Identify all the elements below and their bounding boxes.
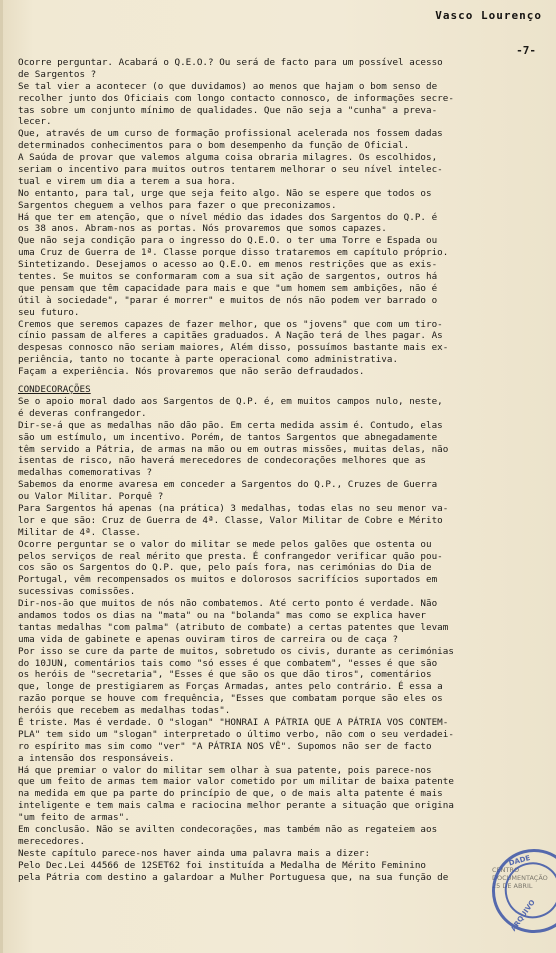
text-line: Ocorre perguntar. Acabará o Q.E.O.? Ou será de facto para um possível acesso xyxy=(18,57,443,68)
text-line: cínio passam de alferes a capitães graduados. A Nação terá de lhes pagar. As xyxy=(18,330,443,342)
text-line: Há que premiar o valor do militar sem olhar à sua patente, pois parece-nos xyxy=(18,764,432,776)
text-line: Pelo Dec.Lei 44566 de 12SET62 foi instituída a Medalha de Mérito Feminino xyxy=(18,859,426,871)
text-line: são um estímulo, um incentivo. Porém, de tantos Sargentos que abnegadamente xyxy=(18,431,438,443)
text-line: Que, através de um curso de formação profissional acelerada nos fossem dadas xyxy=(18,128,443,140)
stamp-text-top: DADE xyxy=(508,854,532,868)
text-line: medalhas comemorativas ? xyxy=(18,467,153,479)
text-line: pela Pátria com destino a galardoar a Mulher Portuguesa que, na sua função de xyxy=(18,871,449,883)
text-line: têm servido a Pátria, de armas na mão ou em outras missões, muitas delas, não xyxy=(18,443,449,455)
text-line: na medida em que pa parte do princípio de que, o de mais alta patente é mais xyxy=(18,788,443,800)
text-line: razão porque se houve com frequência, "Esses que combatam porque são eles os xyxy=(18,693,443,705)
text-line: cos são os Sargentos do Q.P. que, pelo país fora, nas cerimónias do Dia de xyxy=(18,562,432,574)
page-edge xyxy=(0,0,3,953)
section-heading: CONDECORAÇÕES xyxy=(18,384,91,396)
text-line: tentes. Se muitos se conformaram com a sua sit ação de sargentos, outros há xyxy=(18,271,438,283)
text-line: Em conclusão. Não se avilten condecorações, mas também não as regateiem aos xyxy=(18,824,438,835)
text-line: uma Cruz de Guerra de 1ª. Classe porque disso trataremos em capítulo próprio. xyxy=(18,247,449,259)
text-line: Ocorre perguntar se o valor do militar se mede pelos galões que ostenta ou xyxy=(18,538,432,550)
text-line: Sargentos cheguem a velhos para fazer o que preconizamos. xyxy=(18,199,337,211)
text-line: despesas connosco não seriam maiores, Além disso, possuímos bastante mais ex- xyxy=(18,342,449,354)
text-line: Para Sargentos há apenas (na prática) 3 medalhas, todas elas no seu menor va- xyxy=(18,502,449,514)
text-line: que um feito de armas tem maior valor cometido por um militar de baixa patente xyxy=(18,776,454,788)
text-line: recolher junto dos Oficiais com longo contacto connosco, de informações secre- xyxy=(18,92,454,104)
text-line: sucessivas comissões. xyxy=(18,586,136,598)
text-line: Se tal vier a acontecer (o que duvidamos) ao menos que hajam o bom senso de xyxy=(18,80,438,92)
text-line: os 38 anos. Abram-nos as portas. Nós provaremos que somos capazes. xyxy=(18,223,387,235)
text-line: PLA" tem sido um "slogan" interpretado o último verbo, não com o seu verdadei- xyxy=(18,728,454,740)
text-line: Se o apoio moral dado aos Sargentos de Q.P. é, em muitos campos nulo, neste, xyxy=(18,395,443,407)
text-line: Por isso se cure da parte de muitos, sobretudo os civis, durante as cerimónias xyxy=(18,645,454,657)
text-line: é deveras confrangedor. xyxy=(18,407,147,419)
text-line: Há que ter em atenção, que o nível médio das idades dos Sargentos do Q.P. é xyxy=(18,211,438,223)
stamp-text-side: ARQUIVO xyxy=(509,898,537,933)
text-line: que, longe de prestigiarem as Forças Armadas, antes pelo contrário. É essa a xyxy=(18,681,443,693)
text-line: lor e que são: Cruz de Guerra de 4ª. Classe, Valor Militar de Cobre e Mérito xyxy=(18,514,443,526)
text-line: "um feito de armas". xyxy=(18,812,130,824)
text-line: isentas de risco, não haverá merecedores de condecorações melhores que as xyxy=(18,455,426,467)
text-line: uma vida de gabinete e apenas ouviram tiros de carreira ou de caça ? xyxy=(18,633,399,645)
intro-paragraphs xyxy=(18,57,546,378)
text-line: útil à sociedade", "parar é morrer" e muitos de nós não podem ver barrado o xyxy=(18,294,438,306)
text-line: ro espírito mas sim como "ver" "A PÁTRIA NOS VÊ". Supomos não ser de facto xyxy=(18,740,432,752)
text-line: Militar de 4ª. Classe. xyxy=(18,526,141,538)
section-paragraphs xyxy=(18,396,546,884)
text-line: Neste capítulo parece-nos haver ainda uma palavra mais a dizer: xyxy=(18,847,371,859)
text-line: do 10JUN, comentários tais como "só esses é que combatem", "esses é que são xyxy=(18,657,438,669)
text-line: É triste. Mas é verdade. O "slogan" "HONRAI A PÁTRIA QUE A PÁTRIA VOS CONTEM- xyxy=(18,716,449,728)
text-line: pelos serviços de real mérito que presta. É confrangedor verificar quão pou- xyxy=(18,550,443,562)
archive-line: CENTRO xyxy=(492,866,520,874)
text-line: andamos todos os dias na "mata" ou na "bolanda" mas como se explica haver xyxy=(18,609,426,621)
text-line: tantas medalhas "com palma" (atributo de combate) a certas patentes que levam xyxy=(18,621,449,633)
text-line: seu futuro. xyxy=(18,306,80,318)
archive-line: DOCUMENTAÇÃO xyxy=(492,874,548,882)
document-body xyxy=(18,57,546,883)
text-line: seriam o incentivo para muitos outros tentarem melhorar o seu nível intelec- xyxy=(18,164,443,176)
text-line: tas sobre um conjunto mínimo de qualidades. Que não seja a "cunha" a preva- xyxy=(18,104,438,116)
text-line: No entanto, para tal, urge que seja feito algo. Não se espere que todos os xyxy=(18,187,432,199)
text-line: Dir-se-á que as medalhas não dão pão. Em certa medida assim é. Contudo, elas xyxy=(18,419,443,431)
text-line: Que não seja condição para o ingresso do Q.E.O. o ter uma Torre e Espada ou xyxy=(18,235,438,247)
text-line: Sintetizando. Desejamos o acesso ao Q.E.O. em menos restrições que as exis- xyxy=(18,259,438,271)
header-author: Vasco Lourenço xyxy=(435,9,542,22)
text-line: lecer. xyxy=(18,116,52,128)
text-line: de Sargentos ? xyxy=(18,68,97,80)
text-line: inteligente e tem mais calma e raciocina melhor perante a situação que origina xyxy=(18,800,454,812)
text-line: Sabemos da enorme avaresa em conceder a Sargentos do Q.P., Cruzes de Guerra xyxy=(18,479,438,491)
text-line: heróis que recebem as medalhas todas". xyxy=(18,705,231,717)
text-line: periência, tanto no tocante à parte operacional como administrativa. xyxy=(18,354,399,366)
text-line: os heróis de "secretaria", "Esses é que são os que dão tiros", comentários xyxy=(18,669,432,681)
text-line: Cremos que seremos capazes de fazer melhor, que os "jovens" que com um tiro- xyxy=(18,318,443,330)
text-line: merecedores. xyxy=(18,835,86,847)
text-line: que pensam que têm capacidade para mais e que "um homem sem ambições, não é xyxy=(18,282,438,294)
text-line: tual e virem um dia a terem a sua hora. xyxy=(18,175,236,187)
text-line: ou Valor Militar. Porquê ? xyxy=(18,491,164,503)
text-line: determinados conhecimentos para o bom desempenho da função de Oficial. xyxy=(18,140,410,152)
page-number: -7- xyxy=(516,44,536,57)
archive-line: 25 DE ABRIL xyxy=(492,882,533,890)
text-line: Portugal, vêm recompensados os muitos e dolorosos sacrifícios suportados em xyxy=(18,574,438,586)
text-line: Façam a experiência. Nós provaremos que não serão defraudados. xyxy=(18,366,365,378)
text-line: Dir-nos-ão que muitos de nós não combatemos. Até certo ponto é verdade. Não xyxy=(18,598,438,610)
text-line: a intensão dos responsáveis. xyxy=(18,752,175,764)
text-line: A Saúda de provar que valemos alguma coisa obraria milagres. Os escolhidos, xyxy=(18,152,438,164)
